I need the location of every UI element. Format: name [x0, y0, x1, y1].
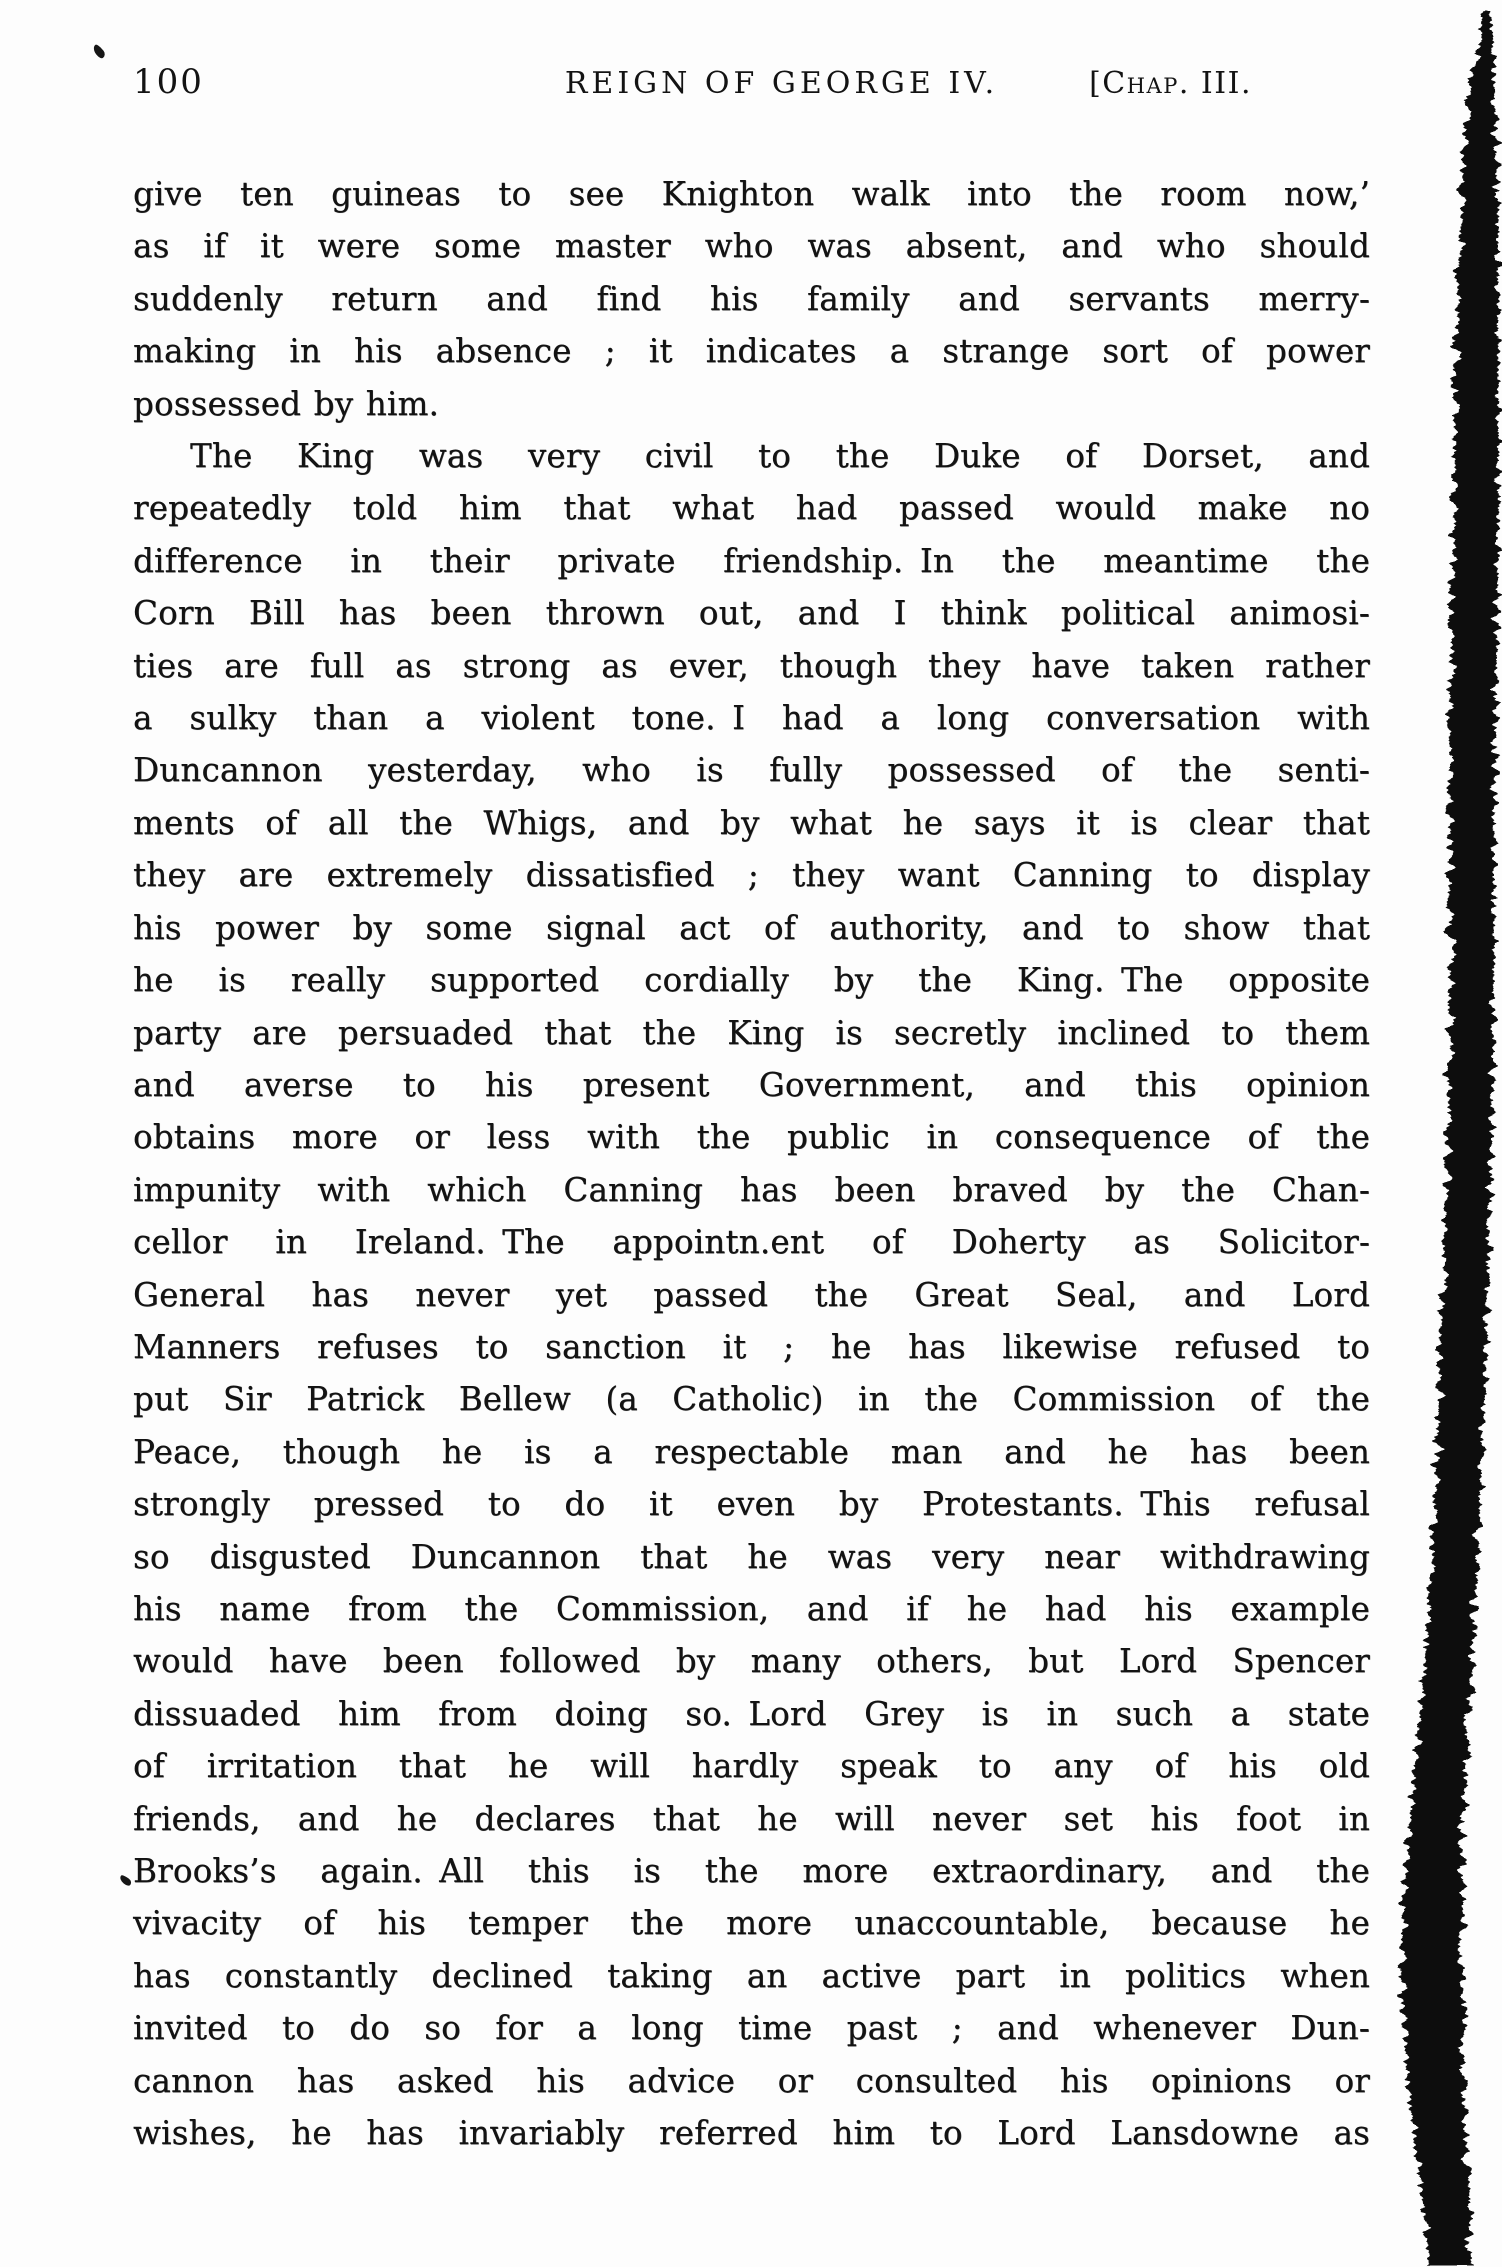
text-line: ments of all the Whigs, and by what he says it is clear that: [133, 803, 1370, 842]
text-line: Peace, though he is a respectable man and he has been: [133, 1432, 1370, 1471]
text-line: invited to do so for a long time past ; and whenever Dun-: [133, 2009, 1370, 2048]
page-number: 100: [133, 62, 204, 102]
paragraph: [133, 168, 1370, 430]
scan-speck: [91, 43, 107, 60]
text-line: his power by some signal act of authority, and to show that: [133, 908, 1370, 947]
text-line: cannon has asked his advice or consulted his opinions or: [133, 2061, 1370, 2100]
text-line: they are extremely dissatisfied ; they want Canning to display: [133, 856, 1370, 895]
text-line: vivacity of his temper the more unaccountable, because he: [133, 1904, 1370, 1943]
text-line: Corn Bill has been thrown out, and I think political animosi-: [133, 594, 1370, 633]
text-line: possessed by him.: [133, 384, 440, 423]
scan-speck: [118, 1874, 133, 1888]
text-line: has constantly declined taking an active part in politics when: [133, 1956, 1370, 1995]
page-header: [133, 62, 1370, 102]
text-line: his name from the Commission, and if he had his example: [133, 1589, 1370, 1628]
text-line: friends, and he declares that he will never set his foot in: [133, 1799, 1370, 1838]
text-line: Brooks’s again. All this is the more extraordinary, and the: [133, 1852, 1370, 1890]
text-line: General has never yet passed the Great Seal, and Lord: [133, 1275, 1370, 1314]
text-line: making in his absence ; it indicates a strange sort of power: [133, 332, 1370, 371]
text-line: would have been followed by many others, but Lord Spencer: [133, 1642, 1370, 1681]
chapter-label: [Chap. III.: [1089, 66, 1252, 101]
text-line: Duncannon yesterday, who is fully possessed of the senti-: [133, 751, 1370, 790]
text-line: suddenly return and find his family and servants merry-: [133, 279, 1370, 318]
text-line: repeatedly told him that what had passed would make no: [133, 489, 1370, 528]
text-line: cellor in Ireland. The appointn.ent of Doherty as Solicitor-: [133, 1223, 1370, 1262]
text-line: difference in their private friendship. In the meantime the: [133, 541, 1370, 580]
text-line: give ten guineas to see Knighton walk into the room now,’: [133, 175, 1370, 213]
text-line: ties are full as strong as ever, though they have taken rather: [133, 646, 1370, 685]
text-line: Manners refuses to sanction it ; he has likewise refused to: [133, 1327, 1370, 1366]
text-line: he is really supported cordially by the King. The opposite: [133, 961, 1370, 1000]
text-line: as if it were some master who was absent, and who should: [133, 227, 1370, 266]
text-line: strongly pressed to do it even by Protestants. This refusal: [133, 1485, 1370, 1524]
text-line: put Sir Patrick Bellew (a Catholic) in the Commission of the: [133, 1380, 1370, 1419]
page-body: [133, 168, 1370, 2159]
text-line: obtains more or less with the public in consequence of the: [133, 1118, 1370, 1157]
text-line: so disgusted Duncannon that he was very near withdrawing: [133, 1537, 1370, 1576]
text-line: a sulky than a violent tone. I had a long conversation with: [133, 699, 1370, 738]
text-line: dissuaded him from doing so. Lord Grey is in such a state: [133, 1694, 1370, 1733]
text-line: and averse to his present Government, and this opinion: [133, 1065, 1370, 1104]
text-line: The King was very civil to the Duke of Dorset, and: [190, 437, 1370, 476]
paragraph: [133, 430, 1370, 2159]
text-line: wishes, he has invariably referred him to Lord Lansdowne as: [133, 2114, 1370, 2153]
text-line: party are persuaded that the King is secretly inclined to them: [133, 1013, 1370, 1052]
text-line: of irritation that he will hardly speak to any of his old: [133, 1747, 1370, 1786]
text-line: impunity with which Canning has been braved by the Chan-: [133, 1170, 1370, 1209]
running-title: REIGN OF GEORGE IV.: [564, 66, 999, 101]
